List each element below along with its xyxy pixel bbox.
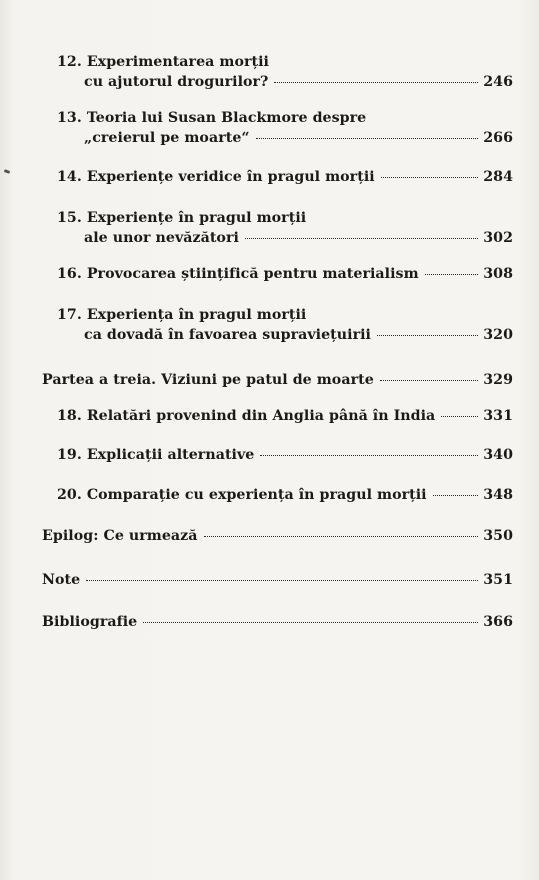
toc-line: [57, 305, 513, 325]
toc-entry-title: Note: [42, 572, 81, 588]
toc-page-number: 266: [483, 130, 513, 146]
toc-epilog: [42, 526, 513, 546]
toc-entry-20: [57, 485, 513, 505]
dot-leader: [86, 580, 478, 581]
dot-leader: [380, 380, 478, 381]
toc-line: [57, 72, 513, 92]
toc-entry-title: 17. Experiența în pragul morții: [57, 307, 307, 323]
toc-line: [42, 570, 513, 590]
toc-page-number: 340: [483, 447, 513, 463]
toc-entry-15: [57, 208, 513, 248]
dot-leader: [143, 622, 478, 623]
toc-entry-title: 19. Explicații alternative: [57, 447, 255, 463]
toc-page-number: 350: [483, 528, 513, 544]
toc-entry-title: 13. Teoria lui Susan Blackmore despre: [57, 110, 367, 126]
dot-leader: [245, 238, 478, 239]
toc-entry-title: 14. Experiențe veridice în pragul morții: [57, 169, 375, 185]
dot-leader: [377, 335, 478, 336]
page-mark: [4, 169, 11, 174]
toc-entry-title: Partea a treia. Viziuni pe patul de moarte: [42, 372, 374, 388]
dot-leader: [433, 495, 479, 496]
toc-line: [57, 108, 513, 128]
toc-line: [57, 485, 513, 505]
toc-page-number: 284: [483, 169, 513, 185]
toc-entry-title: 16. Provocarea științifică pentru materialism: [57, 266, 419, 282]
toc-entry-12: [57, 52, 513, 92]
toc-entry-13: [57, 108, 513, 148]
toc-entry-title: 15. Experiențe în pragul morții: [57, 210, 307, 226]
toc-entry-title: ca dovadă în favoarea supraviețuirii: [84, 327, 371, 343]
dot-leader: [441, 416, 478, 417]
toc-entry-title: 20. Comparație cu experiența în pragul morții: [57, 487, 427, 503]
toc-entry-title: ale unor nevăzători: [84, 230, 239, 246]
toc-line: [42, 612, 513, 632]
toc-page-number: 348: [483, 487, 513, 503]
toc-bibliography: [42, 612, 513, 632]
dot-leader: [204, 536, 479, 537]
toc-entry-title: Bibliografie: [42, 614, 138, 630]
toc-line: [57, 167, 513, 187]
dot-leader: [425, 274, 479, 275]
toc-page-number: 366: [483, 614, 513, 630]
toc-entry-title: 18. Relatări provenind din Anglia până în India: [57, 408, 436, 424]
toc-line: [57, 445, 513, 465]
toc-page-number: 308: [483, 266, 513, 282]
toc-entry-14: [57, 167, 513, 187]
toc-line: [57, 208, 513, 228]
toc-line: [42, 526, 513, 546]
toc-entry-18: [57, 406, 513, 426]
toc-entry-title: cu ajutorul drogurilor?: [84, 74, 269, 90]
toc-line: [57, 52, 513, 72]
toc-line: [57, 325, 513, 345]
toc-line: [57, 406, 513, 426]
dot-leader: [274, 82, 478, 83]
toc-entry-title: 12. Experimentarea morții: [57, 54, 269, 70]
toc-line: [57, 228, 513, 248]
dot-leader: [260, 455, 478, 456]
toc-entry-17: [57, 305, 513, 345]
toc-line: [42, 370, 513, 390]
toc-page-number: 302: [483, 230, 513, 246]
toc-page-number: 246: [483, 74, 513, 90]
toc-entry-16: [57, 264, 513, 284]
toc-page-number: 329: [483, 372, 513, 388]
dot-leader: [381, 177, 479, 178]
toc-page-number: 320: [483, 327, 513, 343]
toc-line: [57, 128, 513, 148]
toc-line: [57, 264, 513, 284]
toc-entry-19: [57, 445, 513, 465]
toc-entry-title: „creierul pe moarte“: [84, 130, 250, 146]
toc-page-number: 331: [483, 408, 513, 424]
dot-leader: [256, 138, 479, 139]
toc-part-three: [42, 370, 513, 390]
toc-entry-title: Epilog: Ce urmează: [42, 528, 198, 544]
toc-notes: [42, 570, 513, 590]
toc-page-number: 351: [483, 572, 513, 588]
